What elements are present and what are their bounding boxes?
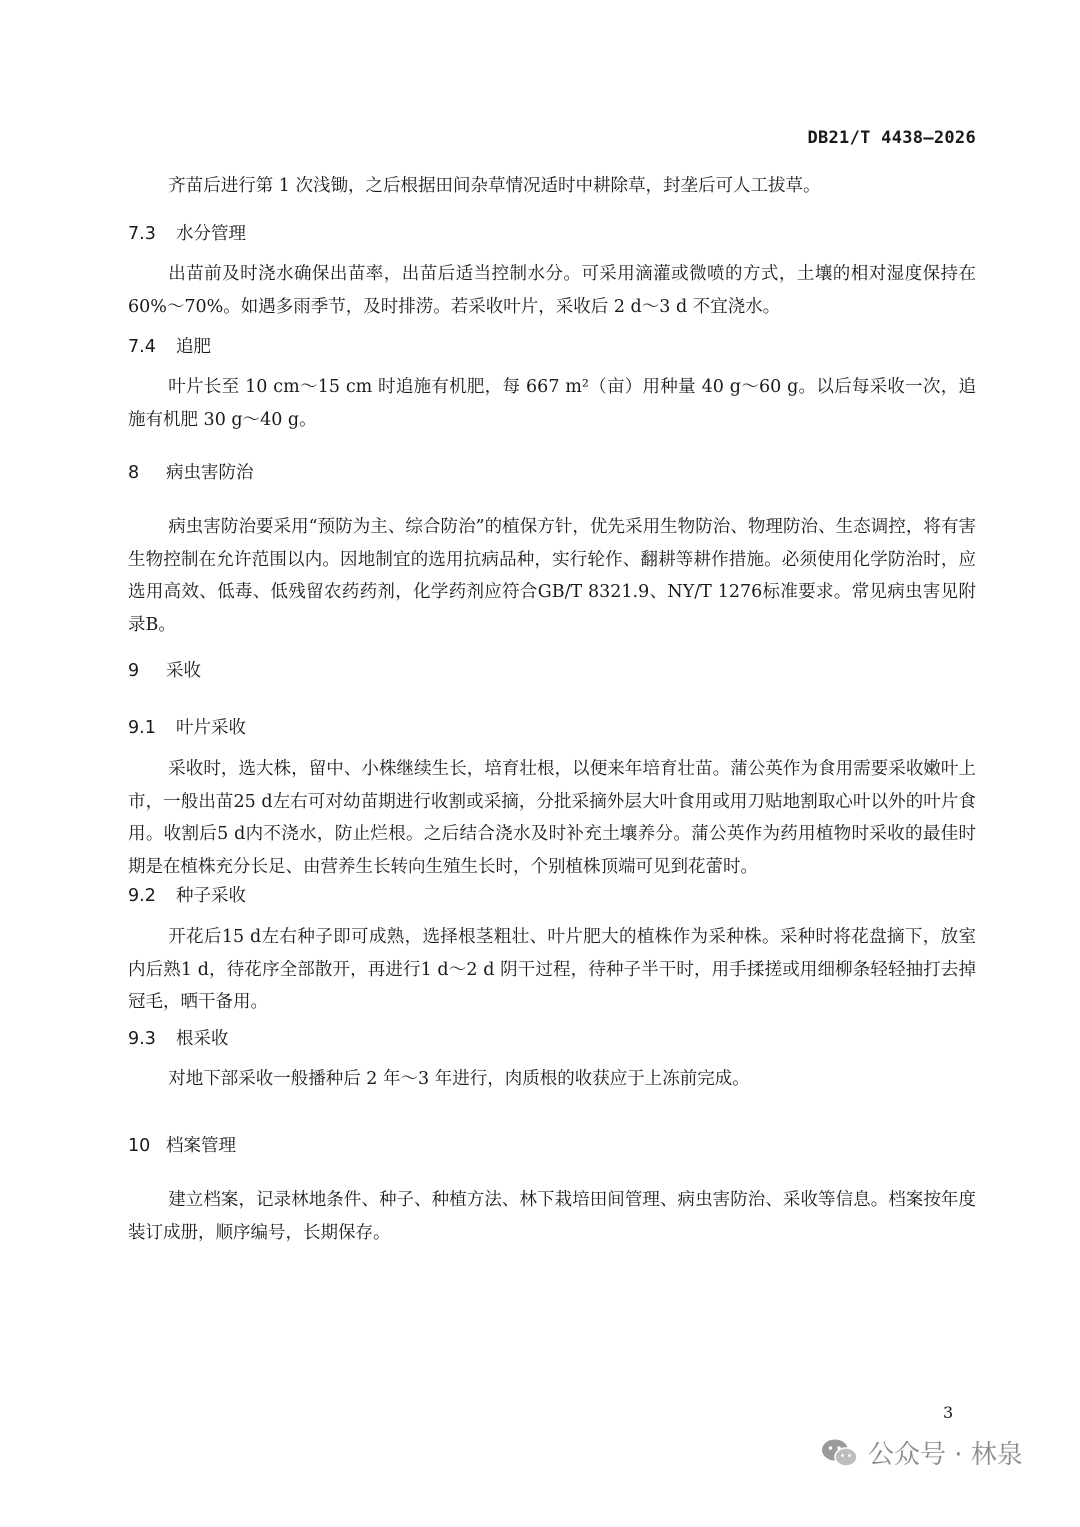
paragraph-10: 建立档案，记录林地条件、种子、种植方法、林下栽培田间管理、病虫害防治、采收等信息。档案按年度装订成册，顺序编号，长期保存。 xyxy=(128,1190,976,1243)
section-number: 9.3 xyxy=(128,1029,156,1049)
page-number: 3 xyxy=(943,1403,954,1422)
section-number: 7.3 xyxy=(128,224,156,244)
wechat-icon xyxy=(820,1437,860,1469)
paragraph-7-4: 叶片长至 10 cm～15 cm 时追施有机肥，每 667 m²（亩）用种量 40 g～60 g。以后每采收一次，追施有机肥 30 g～40 g。 xyxy=(128,377,976,430)
section-heading-7-3 xyxy=(128,222,246,246)
section-number: 10 xyxy=(128,1136,151,1156)
paragraph-7-2-continued: 齐苗后进行第 1 次浅锄，之后根据田间杂草情况适时中耕除草，封垄后可人工拔草。 xyxy=(168,176,821,196)
section-title: 根采收 xyxy=(176,1029,229,1049)
section-title: 叶片采收 xyxy=(176,718,246,738)
section-title: 档案管理 xyxy=(166,1136,236,1156)
section-title: 种子采收 xyxy=(176,886,246,906)
section-heading-9 xyxy=(128,659,201,683)
section-number: 9.2 xyxy=(128,886,156,906)
section-number: 7.4 xyxy=(128,337,156,357)
section-number: 9 xyxy=(128,661,140,681)
section-heading-7-4 xyxy=(128,335,211,359)
paragraph-9-1: 采收时，选大株，留中、小株继续生长，培育壮根，以便来年培育壮苗。蒲公英作为食用需要采收嫩叶上市，一般出苗25 d左右可对幼苗期进行收割或采摘，分批采摘外层大叶食用或用刀贴地割取心叶以外的叶片食用。收割后5 d内不浇水，防止烂根。之后结合浇水及时补充土壤养分。蒲公英作为药用植物时采收的最佳时期是在植株充分长足、由营养生长转向生殖生长时，个别植株顶端可见到花蕾时。 xyxy=(128,759,976,877)
paragraph-9-2: 开花后15 d左右种子即可成熟，选择根茎粗壮、叶片肥大的植株作为采种株。采种时将花盘摘下，放室内后熟1 d，待花序全部散开，再进行1 d～2 d 阴干过程，待种子半干时，用手揉搓或用细柳条轻轻抽打去掉冠毛，晒干备用。 xyxy=(128,927,976,1012)
section-heading-8 xyxy=(128,461,254,485)
section-title: 追肥 xyxy=(176,337,211,357)
section-heading-10 xyxy=(128,1134,236,1158)
section-number: 9.1 xyxy=(128,718,156,738)
section-heading-9-3 xyxy=(128,1027,229,1051)
section-title: 病虫害防治 xyxy=(166,463,254,483)
document-number: DB21/T 4438—2026 xyxy=(807,128,976,148)
paragraph-8: 病虫害防治要采用“预防为主、综合防治”的植保方针，优先采用生物防治、物理防治、生态调控，将有害生物控制在允许范围以内。因地制宜的选用抗病品种，实行轮作、翻耕等耕作措施。必须使用化学防治时，应选用高效、低毒、低残留农药药剂，化学药剂应符合GB/T 8321.9、NY/T 1276标准要求。常见病虫害见附录B。 xyxy=(128,517,976,635)
paragraph-9-3: 对地下部采收一般播种后 2 年～3 年进行，肉质根的收获应于上冻前完成。 xyxy=(168,1069,750,1089)
section-heading-9-1 xyxy=(128,716,246,740)
section-title: 水分管理 xyxy=(176,224,246,244)
section-heading-9-2 xyxy=(128,884,246,908)
paragraph-7-3: 出苗前及时浇水确保出苗率，出苗后适当控制水分。可采用滴灌或微喷的方式，土壤的相对湿度保持在 60%～70%。如遇多雨季节，及时排涝。若采收叶片，采收后 2 d～3 d 不宜浇水。 xyxy=(128,264,976,317)
section-number: 8 xyxy=(128,463,140,483)
section-title: 采收 xyxy=(166,661,201,681)
watermark xyxy=(820,1434,1023,1471)
watermark-text: 公众号 · 林泉 xyxy=(868,1440,1023,1470)
